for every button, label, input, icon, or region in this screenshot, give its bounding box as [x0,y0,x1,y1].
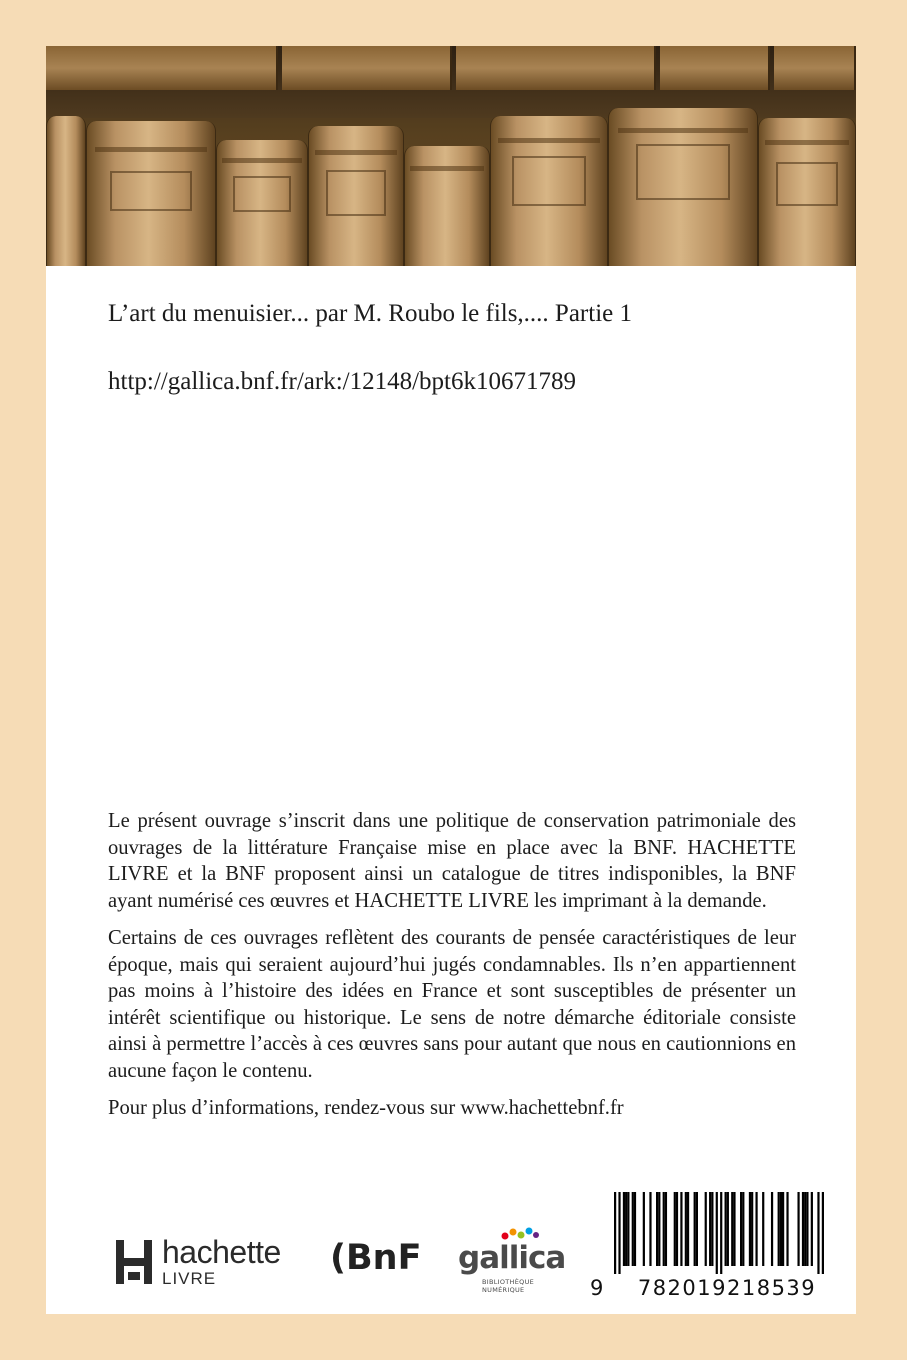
barcode-bar [632,1192,634,1266]
book-title: L’art du menuisier... par M. Roubo le fils,.... Partie 1 [108,300,632,327]
barcode-bar [742,1192,744,1266]
bnf-bracket-icon: ( [330,1238,346,1278]
barcode-bar [696,1192,698,1266]
note-paragraph: Le présent ouvrage s’inscrit dans une politique de conservation patrimoniale des ouvrages de la littérature Française mise en place avec la BNF. HACHETTE LIVRE et la BNF proposent ainsi un catalogue de titres indisponibles, la BNF ayant numérisé ces œuvres et HACHETTE LIVRE les imprimant à la demande. [108,810,796,912]
book-spines-photo [46,46,856,266]
barcode-bar [627,1192,629,1266]
barcode-bar [623,1192,625,1266]
gallica-url: http://gallica.bnf.fr/ark:/12148/bpt6k10671789 [108,368,576,395]
barcode-bar [674,1192,676,1266]
gallica-subtitle: BIBLIOTHÈQUE [482,1278,535,1286]
barcode-bar [797,1192,799,1266]
barcode-bar [727,1192,729,1266]
barcode-guard-bar [614,1192,616,1274]
hachette-livre-logo [114,1236,281,1287]
barcode-bar [740,1192,742,1266]
hachette-wordmark: hachette [162,1234,281,1270]
barcode-bar [806,1192,808,1266]
barcode-bar [778,1192,780,1266]
barcode-bar [705,1192,707,1266]
barcode-bar [665,1192,667,1266]
barcode-bar [771,1192,773,1266]
barcode-bar [709,1192,711,1266]
barcode-bar [731,1192,733,1266]
barcode-bar [725,1192,727,1266]
barcode-bar [687,1192,689,1266]
barcode-bar [711,1192,713,1266]
barcode-bar [782,1192,784,1266]
barcode-guard-bar [822,1192,824,1274]
barcode-bar [663,1192,665,1266]
barcode-bar [676,1192,678,1266]
barcode-bar [751,1192,753,1266]
note-paragraph-info: Pour plus d’informations, rendez-vous sur www.hachettebnf.fr [108,1097,624,1119]
barcode-bar [680,1192,682,1266]
barcode-guard-bar [618,1192,620,1274]
hachette-h-icon [114,1238,154,1286]
barcode-bar [685,1192,687,1266]
barcode-bar [786,1192,788,1266]
barcode-bars [614,1192,824,1274]
barcode-bar [749,1192,751,1266]
back-cover [46,46,856,1314]
gallica-wordmark: gallica [458,1240,566,1276]
gallica-logo [458,1226,566,1296]
barcode-guard-bar [817,1192,819,1274]
barcode-bar [656,1192,658,1266]
barcode-bar [762,1192,764,1266]
barcode-bar [780,1192,782,1266]
barcode-bar [634,1192,636,1266]
gallica-subtitle: NUMÉRIQUE [482,1286,525,1294]
bnf-wordmark: BnF [346,1238,422,1278]
barcode-bar [694,1192,696,1266]
barcode-bar [811,1192,813,1266]
barcode-bar [625,1192,627,1266]
barcode-guard-bar [720,1192,722,1274]
barcode-bar [649,1192,651,1266]
barcode-bar [755,1192,757,1266]
barcode-bar [658,1192,660,1266]
barcode-bar [804,1192,806,1266]
barcode-guard-bar [716,1192,718,1274]
barcode-digits: 782019218539 [637,1276,817,1300]
barcode-first-digit: 9 [590,1276,604,1300]
publisher-note [108,808,796,1133]
note-paragraph: Certains de ces ouvrages reflètent des courants de pensée caractéristiques de leur époque, mais qui seraient aujourd’hui jugés condamnables. Ils n’en appartiennent pas moins à l’histoire des idées en France et sont susceptibles de présenter un intérêt scientifique ou historique. Le sens de notre démarche éditoriale consiste ainsi à permettre l’accès à ces œuvres sans pour autant que nous en cautionnions en aucune façon le contenu. [108,927,796,1082]
bnf-logo [330,1238,422,1278]
livre-wordmark: LIVRE [162,1269,217,1288]
barcode-bar [802,1192,804,1266]
barcode-bar [643,1192,645,1266]
isbn-barcode [588,1186,838,1310]
barcode-bar [733,1192,735,1266]
